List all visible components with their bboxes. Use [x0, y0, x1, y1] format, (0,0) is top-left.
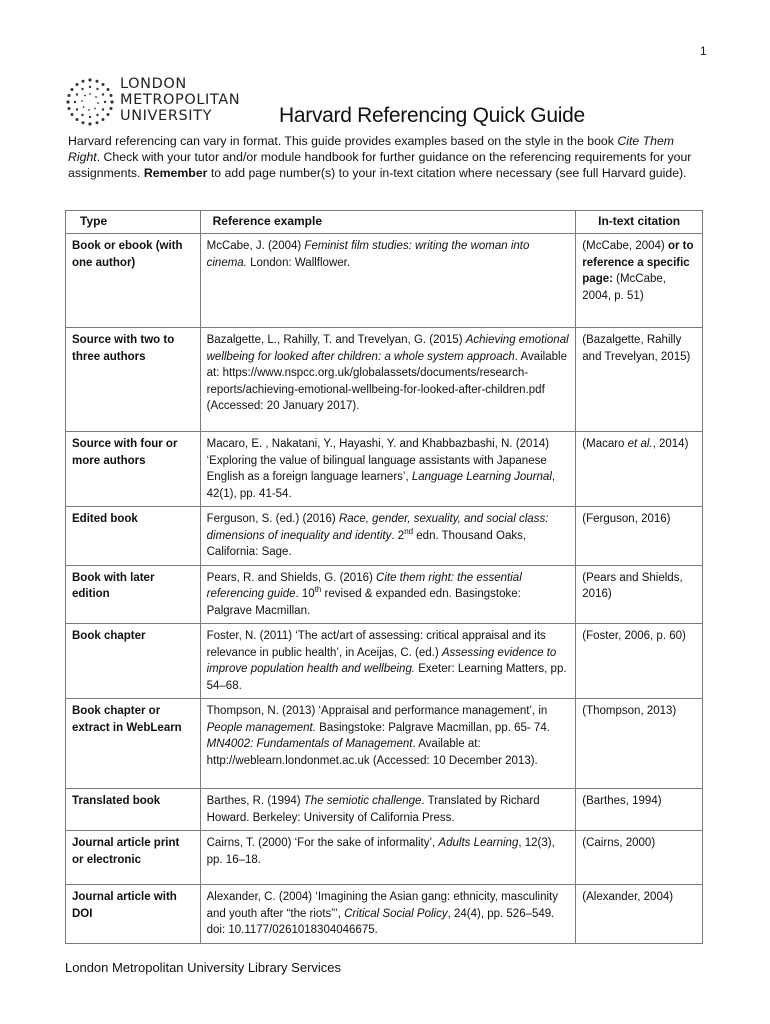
table-row [66, 565, 703, 624]
intro-remember: Remember [143, 166, 208, 180]
header-citation: In-text citation [576, 211, 703, 234]
ref-segment: . Translated by Richard Howard. Berkeley: University of California Press. [206, 795, 540, 824]
row-type: Journal article print or electronic [66, 831, 201, 885]
ref-segment: Critical Social Policy [344, 907, 448, 920]
ref-segment: McCabe, J. (2004) [206, 240, 305, 252]
intro-paragraph [68, 133, 708, 181]
row-reference [200, 432, 576, 507]
intro-text-3: to add page number(s) to your in-text citation where necessary (see full Harvard guide). [207, 166, 687, 180]
row-citation [576, 624, 703, 699]
ref-segment: People management. [206, 721, 316, 734]
row-type: Book chapter or extract in WebLearn [66, 699, 201, 789]
ref-segment: Feminist film studies: writing the woman into cinema. [206, 240, 530, 269]
cite-segment: et al. [627, 438, 653, 450]
row-citation [576, 328, 703, 432]
ref-segment: Assessing evidence to improve population health and wellbeing. [206, 646, 557, 675]
row-reference [200, 565, 576, 624]
logo-line-1: LONDON [120, 76, 187, 92]
ref-segment: Language Learning Journal [411, 471, 552, 483]
ref-segment: . Available at: https://www.nspcc.org.uk/globalassets/documents/research-reports/achieving-emotional-wellbeing-for-looked-after-children.pdf (Accessed: 20 January 2017). [206, 350, 567, 412]
page-number: 1 [700, 44, 707, 58]
ref-segment: , 12(3), pp. 16–18. [206, 837, 555, 866]
row-type: Translated book [66, 789, 201, 831]
table-row [66, 624, 703, 699]
ref-segment: Ferguson, S. (ed.) (2016) [206, 513, 339, 525]
ref-segment: MN4002: Fundamentals of Management [206, 738, 413, 750]
row-type: Book or ebook (with one author) [66, 234, 201, 328]
table-header-row [66, 211, 703, 234]
header-reference: Reference example [200, 211, 576, 234]
table-row [66, 432, 703, 507]
ref-segment: th [314, 585, 322, 595]
row-citation [576, 565, 703, 624]
ref-segment: revised & expanded edn. Basingstoke: Palgrave Macmillan. [206, 588, 521, 617]
table-row [66, 831, 703, 885]
ref-segment: Barthes, R. (1994) [206, 795, 304, 807]
row-citation [576, 234, 703, 328]
ref-segment: Achieving emotional wellbeing for looked after children: a whole system approach [206, 334, 569, 363]
row-type: Journal article with DOI [66, 885, 201, 944]
row-reference [200, 699, 576, 789]
ref-segment: Cite them right: the essential referencing guide [206, 571, 522, 600]
cite-segment: (Pears and Shields, 2016) [582, 571, 683, 600]
ref-segment: . 2 [391, 529, 405, 542]
row-reference [200, 831, 576, 885]
row-citation [576, 507, 703, 566]
footer: London Metropolitan University Library Services [65, 960, 342, 975]
ref-segment: . Available at: http://weblearn.londonmet.ac.uk (Accessed: 10 December 2013). [206, 738, 538, 767]
ref-segment: , 24(4), pp. 526–549. doi: 10.1177/0261018304046675. [206, 907, 555, 936]
row-citation [576, 831, 703, 885]
ref-segment: , 42(1), pp. 41-54. [206, 471, 556, 500]
cite-segment: (Barthes, 1994) [582, 795, 662, 807]
cite-segment: (Bazalgette, Rahilly and Trevelyan, 2015) [582, 334, 691, 363]
cite-segment: (Cairns, 2000) [582, 837, 656, 849]
cite-segment: (Foster, 2006, p. 60) [582, 630, 686, 642]
ref-segment: edn. Thousand Oaks, California: Sage. [206, 529, 527, 558]
table-row [66, 699, 703, 789]
cite-segment: (Ferguson, 2016) [582, 513, 671, 525]
table-body [66, 234, 703, 944]
table-row [66, 328, 703, 432]
ref-segment: Cairns, T. (2000) ‘For the sake of informality’, [206, 837, 439, 849]
row-reference [200, 234, 576, 328]
table-row [66, 789, 703, 831]
ref-segment: London: Wallflower. [246, 256, 351, 269]
table-row [66, 234, 703, 328]
row-type: Book with later edition [66, 565, 201, 624]
ref-segment: nd [404, 526, 414, 536]
row-citation [576, 432, 703, 507]
cite-segment: (McCabe, 2004, p. 51) [582, 273, 666, 302]
cite-segment: , 2014) [652, 438, 689, 450]
cite-segment: (Thompson, 2013) [582, 705, 677, 717]
ref-segment: . 10 [295, 588, 315, 600]
row-citation [576, 885, 703, 944]
ref-segment: Thompson, N. (2013) ‘Appraisal and performance management’, in [206, 705, 548, 717]
row-reference [200, 624, 576, 699]
ref-segment: Basingstoke: Palgrave Macmillan, pp. 65- 74. [315, 721, 550, 734]
cite-segment: (Macaro [582, 438, 628, 450]
row-type: Source with four or more authors [66, 432, 201, 507]
ref-segment: Adults Learning [438, 837, 519, 849]
row-type: Source with two to three authors [66, 328, 201, 432]
reference-table [65, 210, 703, 944]
row-reference [200, 789, 576, 831]
header-type: Type [66, 211, 201, 234]
logo-line-3: UNIVERSITY [120, 108, 213, 124]
intro-book-title: Cite Them Right [68, 134, 675, 164]
ref-segment: Alexander, C. (2004) ‘Imagining the Asian gang: ethnicity, masculinity and youth after “the riots”’, [206, 891, 558, 920]
logo-line-2: METROPOLITAN [120, 92, 241, 108]
ref-segment: Bazalgette, L., Rahilly, T. and Trevelyan, G. (2015) [206, 334, 466, 346]
row-reference [200, 885, 576, 944]
row-citation [576, 789, 703, 831]
ref-segment: Foster, N. (2011) ‘The act/art of assessing: critical appraisal and its relevance in public health’, in Aceijas, C. (ed.) [206, 630, 546, 659]
intro-text-2: . Check with your tutor and/or module handbook for further guidance on the referencing requirements for your assignments. [68, 150, 692, 180]
logo-dots-icon [64, 76, 116, 128]
row-citation [576, 699, 703, 789]
university-logo [64, 76, 274, 126]
cite-segment: (McCabe, 2004) [582, 240, 668, 252]
cite-segment: (Alexander, 2004) [582, 891, 674, 903]
table-row [66, 507, 703, 566]
ref-segment: Race, gender, sexuality, and social class: dimensions of inequality and identity [206, 513, 549, 542]
ref-segment: Pears, R. and Shields, G. (2016) [206, 571, 377, 584]
ref-segment: Macaro, E. , Nakatani, Y., Hayashi, Y. and Khabbazbashi, N. (2014) ‘Exploring the value of bilingual language assistants with Japanese English as a foreign language learners’, [206, 438, 550, 483]
ref-segment: Exeter: Learning Matters, pp. 54–68. [206, 663, 567, 692]
row-type: Edited book [66, 507, 201, 566]
ref-segment: The semiotic challenge [303, 795, 422, 807]
intro-text-1: Harvard referencing can vary in format. This guide provides examples based on the style in the book [68, 134, 618, 148]
row-reference [200, 328, 576, 432]
row-type: Book chapter [66, 624, 201, 699]
row-reference [200, 507, 576, 566]
page-title: Harvard Referencing Quick Guide [279, 104, 585, 127]
cite-segment: or to reference a specific page: [582, 240, 694, 285]
table-row [66, 885, 703, 944]
